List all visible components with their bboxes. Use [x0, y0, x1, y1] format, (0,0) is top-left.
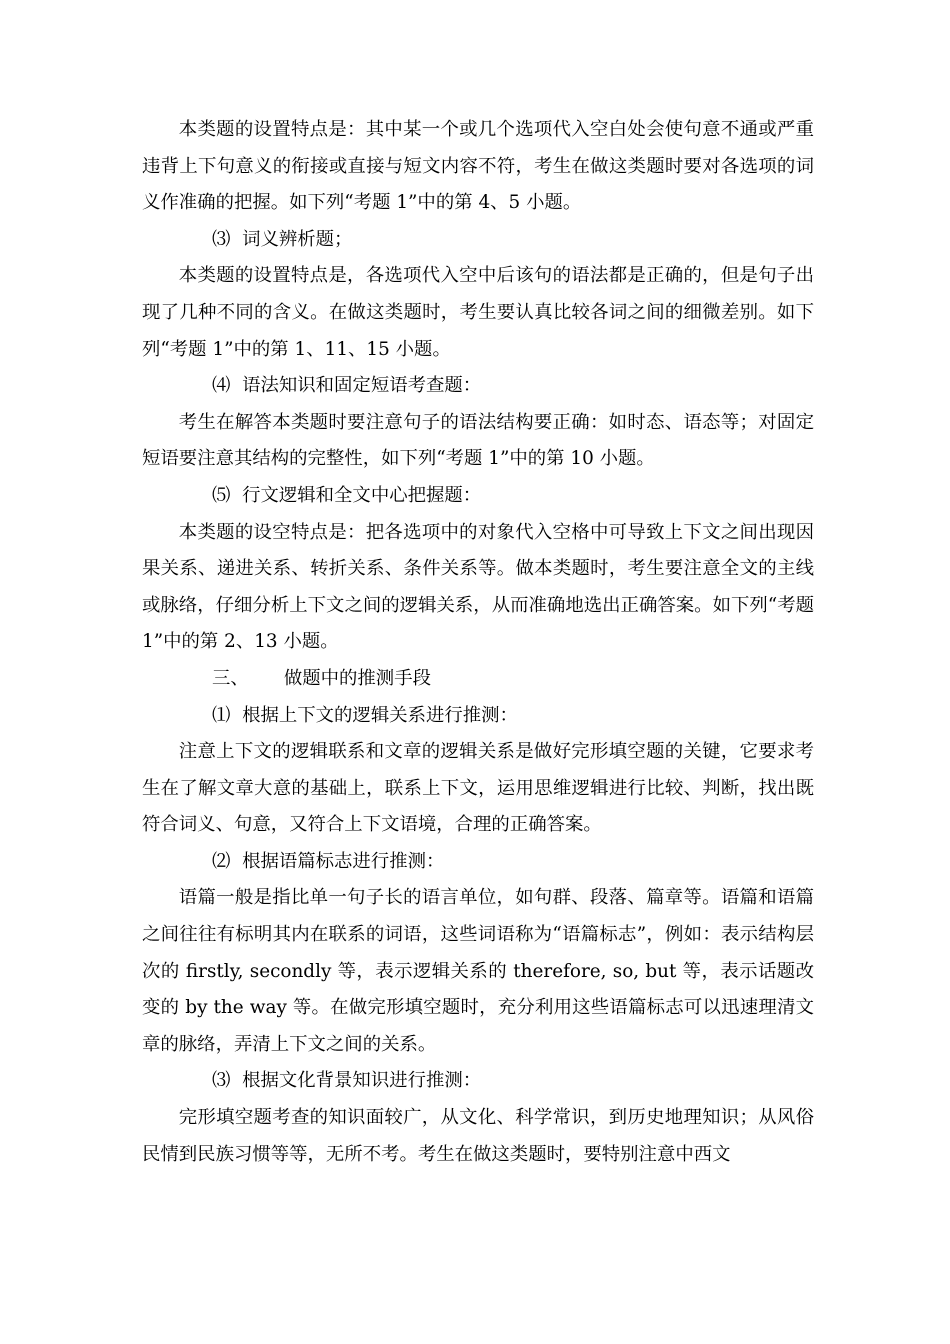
- heading-word-discrimination: ⑶ 词义辨析题；: [212, 228, 353, 250]
- paragraph-feature-description: 本类题的设置特点是：其中某一个或几个选项代入空白处会使句意不通或严重违背上下句意义的衔接或直接与短文内容不符，考生在做这类题时要对各选项的词义作准确的把握。如下列“考题 1”中的第 4、5 小题。: [142, 119, 814, 214]
- paragraph-word-discrimination: 本类题的设置特点是，各选项代入空中后该句的语法都是正确的，但是句子出现了几种不同的含义。在做这类题时，考生要认真比较各词之间的细微差别。如下列“考题 1”中的第 1、11、15 小题。: [142, 265, 814, 360]
- paragraph-grammar-phrases: 考生在解答本类题时要注意句子的语法结构要正确：如时态、语态等；对固定短语要注意其结构的完整性，如下列“考题 1”中的第 10 小题。: [142, 411, 814, 470]
- paragraph-discourse-markers: 语篇一般是指比单一句子长的语言单位，如句群、段落、篇章等。语篇和语篇之间往往有标明其内在联系的词语，这些词语称为“语篇标志”，例如：表示结构层次的 firstly, secondly 等，表示逻辑关系的 therefore, so, but 等，表示话题改变的 by the way 等。在做完形填空题时，充分利用这些语篇标志可以迅速理清文章的脉络，弄清上下文之间的关系。: [142, 887, 814, 1055]
- paragraph-cultural-background: 完形填空题考查的知识面较广，从文化、科学常识，到历史地理知识；从风俗民情到民族习惯等等，无所不考。考生在做这类题时，要特别注意中西文: [142, 1107, 814, 1165]
- heading-cultural-background: ⑶ 根据文化背景知识进行推测：: [212, 1070, 482, 1092]
- heading-discourse-markers: ⑵ 根据语篇标志进行推测：: [212, 850, 445, 872]
- paragraph-logic-theme: 本类题的设空特点是：把各选项中的对象代入空格中可导致上下文之间出现因果关系、递进关系、转折关系、条件关系等。做本类题时，考生要注意全文的主线或脉络，仔细分析上下文之间的逻辑关系，从而准确地选出正确答案。如下列“考题 1”中的第 2、13 小题。: [142, 521, 814, 653]
- document-page: [142, 112, 814, 1173]
- heading-context-logic: ⑴ 根据上下文的逻辑关系进行推测：: [212, 704, 518, 726]
- heading-logic-theme: ⑸ 行文逻辑和全文中心把握题：: [212, 484, 482, 506]
- heading-grammar-phrases: ⑷ 语法知识和固定短语考查题：: [212, 375, 482, 397]
- section-heading-inference-methods: 三、 做题中的推测手段: [212, 667, 431, 689]
- paragraph-context-logic: 注意上下文的逻辑联系和文章的逻辑关系是做好完形填空题的关键，它要求考生在了解文章大意的基础上，联系上下文，运用思维逻辑进行比较、判断，找出既符合词义、句意，又符合上下文语境，合理的正确答案。: [142, 741, 814, 836]
